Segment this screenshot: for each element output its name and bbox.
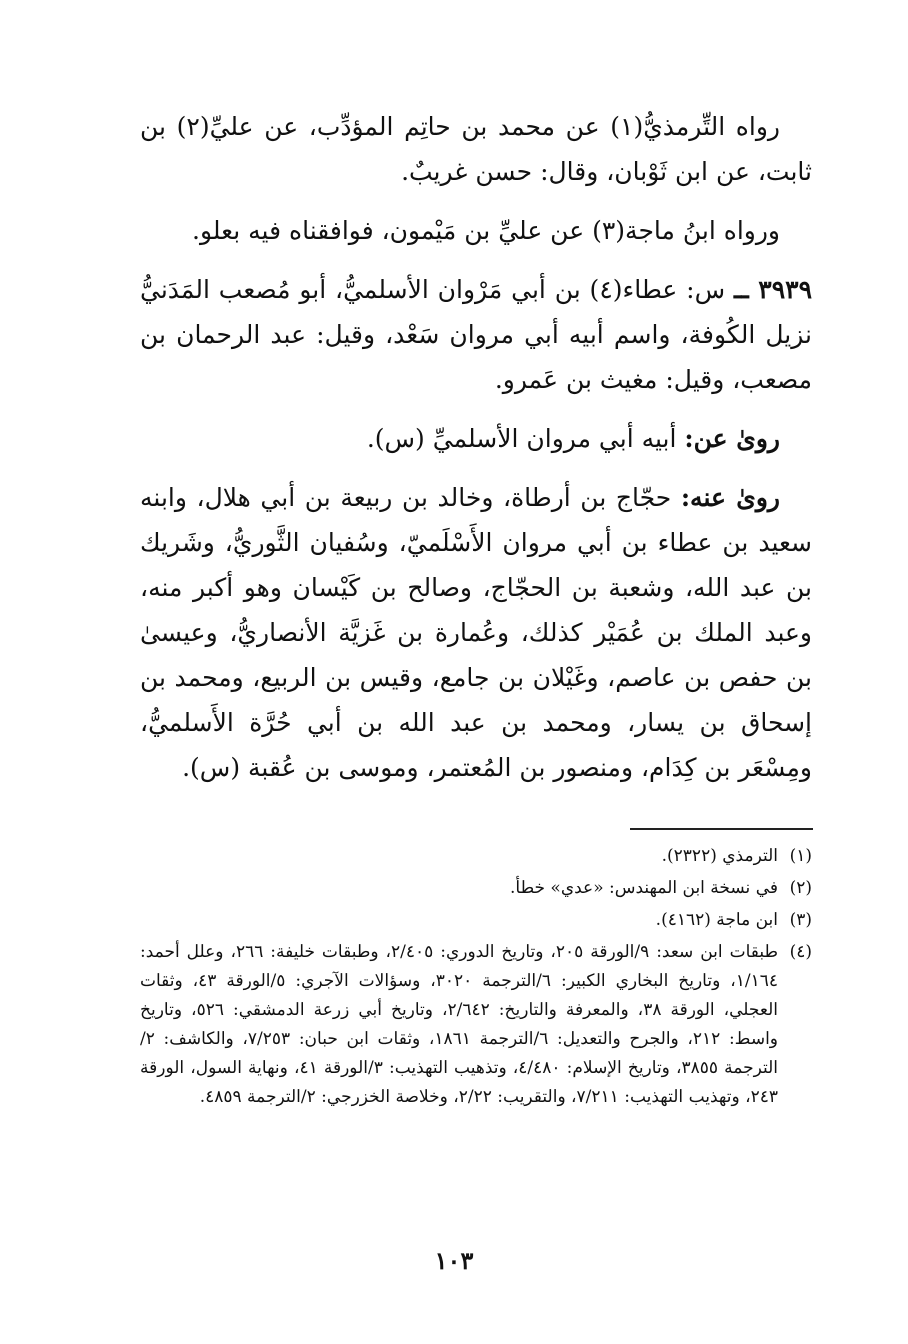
footnote-number: (٤) [789, 942, 812, 962]
footnote-number: (٣) [789, 910, 812, 930]
main-text [140, 104, 812, 804]
page-number: ١٠٣ [434, 1246, 474, 1275]
entry-number: ٣٩٣٩ ــ [734, 275, 812, 304]
footnote-text: طبقات ابن سعد: ٩/الورقة ٢٠٥، وتاريخ الدوري: ٢/٤٠٥، وطبقات خليفة: ٢٦٦، وعلل أحمد: ١/١٦٤، وتاريخ البخاري الكبير: ٦/الترجمة ٣٠٢٠، وسؤالات الآجري: ٥/الورقة ٤٣، وثقات العجلي، الورقة ٣٨، والمعرفة والتاريخ: ٢/٦٤٢، وتاريخ أبي زرعة الدمشقي: ٥٢٦، وتاريخ واسط: ٢١٢، والجرح والتعديل: ٦/الترجمة ١٨٦١، وثقات ابن حبان: ٧/٢٥٣، والكاشف: ٢/الترجمة ٣٨٥٥، وتاريخ الإسلام: ٤/٤٨٠، وتذهيب التهذيب: ٣/الورقة ٤١، ونهاية السول، الورقة ٢٤٣، وتهذيب التهذيب: ٧/٢١١، والتقريب: ٢/٢٢، وخلاصة الخزرجي: ٢/الترجمة ٤٨٥٩. [140, 942, 779, 1107]
footnote-text: في نسخة ابن المهندس: «عدي» خطأ. [509, 878, 778, 898]
footnote-1 [140, 842, 812, 871]
narrated-from-label: روىٰ عن: [684, 424, 780, 453]
paragraph-narrated-by [140, 475, 812, 790]
footnote-text: ابن ماجة (٤١٦٢). [655, 910, 778, 930]
footnote-separator [630, 828, 813, 830]
entry-header-text: س: عطاء(٤) بن أبي مَرْوان الأسلميُّ، أبو مُصعب المَدَنيُّ نزيل الكُوفة، واسم أبيه أبي مروان سَعْد، وقيل: عبد الرحمان بن مصعب، وقيل: مغيث بن عَمرو. [140, 275, 812, 394]
paragraph-tirmidhi: رواه التِّرمذيُّ(١) عن محمد بن حاتِم المؤدِّب، عن عليِّ(٢) بن ثابت، عن ابن ثَوْبان، وقال: حسن غريبٌ. [140, 112, 812, 186]
footnote-2 [140, 874, 812, 903]
footnote-number: (٢) [789, 878, 812, 898]
narrated-by-text: حجّاج بن أرطاة، وخالد بن ربيعة بن أبي هلال، وابنه سعيد بن عطاء بن أبي مروان الأَسْلَميّ، وسُفيان الثَّوريُّ، وشَريك بن عبد الله، وشعبة بن الحجّاج، وصالح بن كَيْسان وهو أكبر منه، وعبد الملك بن عُمَيْر كذلك، وعُمارة بن غَزيَّة الأنصاريُّ، وعيسىٰ بن حفص بن عاصم، وغَيْلان بن جامع، وقيس بن الربيع، ومحمد بن إسحاق بن يسار، ومحمد بن عبد الله بن أبي حُرَّة الأَسلميُّ، ومِسْعَر بن كِدَام، ومنصور بن المُعتمر، وموسى بن عُقبة (س). [140, 483, 812, 782]
footnote-4 [140, 938, 812, 1112]
footnote-text: الترمذي (٢٣٢٢). [661, 846, 778, 866]
narrated-by-label: روىٰ عنه: [680, 483, 780, 512]
footnote-number: (١) [789, 846, 812, 866]
paragraph-entry-ata [140, 267, 812, 402]
footnote-3 [140, 906, 812, 935]
footnotes [140, 842, 812, 1115]
narrated-from-text: أبيه أبي مروان الأسلميِّ (س). [366, 424, 677, 453]
paragraph-ibn-majah: ورواه ابنُ ماجة(٣) عن عليِّ بن مَيْمون، فوافقناه فيه بعلو. [192, 216, 780, 245]
paragraph-narrated-from [140, 416, 812, 461]
